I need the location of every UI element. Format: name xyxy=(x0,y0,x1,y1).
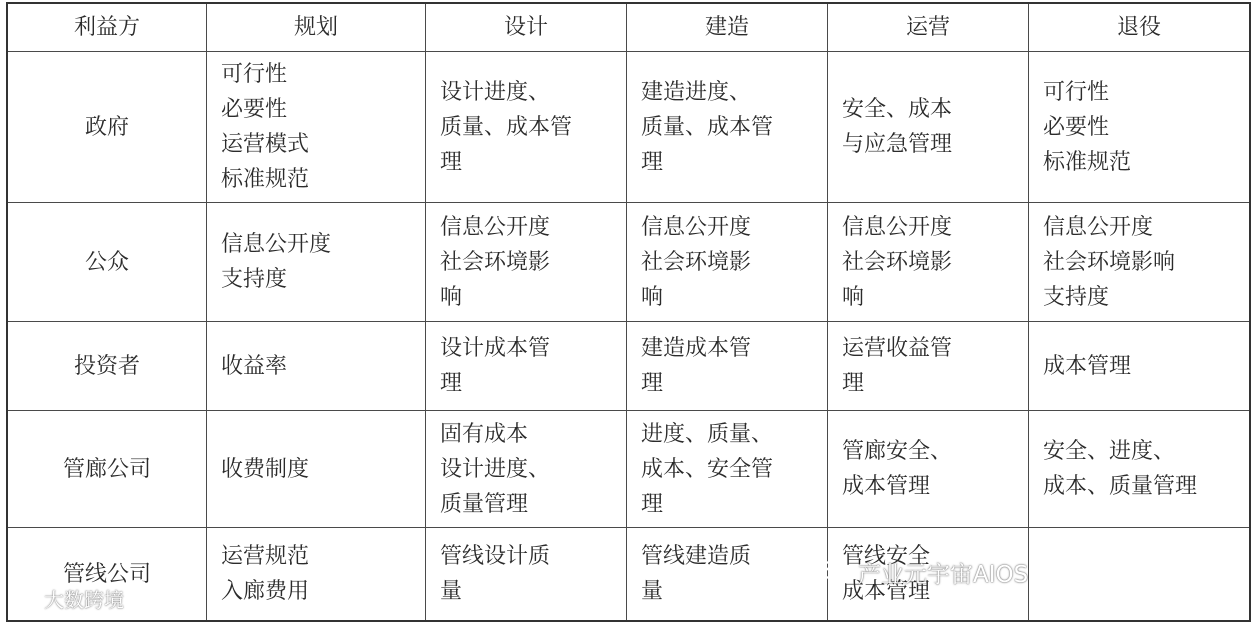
cell-line: 信息公开度 xyxy=(221,232,332,257)
cell-operation xyxy=(828,203,1029,322)
cell-line: 建造成本管 xyxy=(641,336,752,361)
cell-line: 社会环境影 xyxy=(641,249,752,275)
cell-stakeholder: 管线公司 xyxy=(7,528,207,622)
cell-line: 理 xyxy=(440,149,463,175)
table-body xyxy=(7,52,1250,622)
cell-line: 质量、成本管 xyxy=(641,114,774,140)
cell-line: 成本、安全管 xyxy=(641,456,774,482)
watermark-right-text: 产业元宇宙AIOS xyxy=(858,562,1029,588)
cell-construction xyxy=(627,52,828,203)
cell-line: 理 xyxy=(440,371,463,396)
cell-stakeholder: 投资者 xyxy=(7,322,207,411)
cell-line: 运营模式 xyxy=(221,132,310,157)
chat-bubble-icon xyxy=(8,589,38,609)
cell-construction xyxy=(627,528,828,622)
cell-line: 支持度 xyxy=(1043,284,1110,310)
cell-line: 运营规范 xyxy=(221,544,310,569)
header-retirement: 退役 xyxy=(1029,3,1251,52)
cell-line: 标准规范 xyxy=(221,167,310,192)
cell-line: 量 xyxy=(440,579,463,604)
table-row xyxy=(7,203,1250,322)
cell-stakeholder: 政府 xyxy=(7,52,207,203)
cell-line: 量 xyxy=(641,579,664,604)
stakeholder-table xyxy=(6,2,1251,622)
cell-line: 必要性 xyxy=(1043,114,1110,140)
cell-design xyxy=(426,52,627,203)
cell-line: 成本、质量管理 xyxy=(1043,474,1198,499)
cell-line: 管廊安全、 xyxy=(842,439,953,464)
cell-line: 建造进度、 xyxy=(641,79,752,105)
cell-planning xyxy=(207,528,426,622)
cell-line: 设计进度、 xyxy=(440,79,551,105)
cell-line: 响 xyxy=(641,284,664,310)
cell-line: 质量、成本管 xyxy=(440,114,573,140)
cell-line: 理 xyxy=(641,371,664,396)
cell-line: 固有成本 xyxy=(440,421,529,447)
cell-design xyxy=(426,528,627,622)
cell-design xyxy=(426,411,627,528)
cell-line: 响 xyxy=(842,284,865,310)
watermark-left xyxy=(8,584,124,613)
cell-line: 信息公开度 xyxy=(842,214,953,240)
wechat-icon xyxy=(820,560,850,586)
cell-design xyxy=(426,322,627,411)
stakeholder-table-container xyxy=(6,2,1198,614)
cell-line: 成本管理 xyxy=(842,474,931,499)
cell-construction xyxy=(627,203,828,322)
cell-planning xyxy=(207,203,426,322)
cell-line: 入廊费用 xyxy=(221,579,310,604)
cell-line: 标准规范 xyxy=(1043,149,1132,175)
cell-line: 可行性 xyxy=(221,62,288,87)
cell-planning xyxy=(207,322,426,411)
table-row xyxy=(7,411,1250,528)
header-construction: 建造 xyxy=(627,3,828,52)
header-operation: 运营 xyxy=(828,3,1029,52)
cell-stakeholder: 管廊公司 xyxy=(7,411,207,528)
cell-line: 理 xyxy=(641,149,664,175)
cell-retirement xyxy=(1029,322,1251,411)
cell-line: 成本管理 xyxy=(842,579,931,604)
watermark-right xyxy=(820,556,1028,589)
table-row xyxy=(7,322,1250,411)
cell-line: 成本管理 xyxy=(1043,353,1132,379)
cell-line: 管线安全 xyxy=(842,544,931,569)
cell-operation xyxy=(828,322,1029,411)
table-header-row xyxy=(7,3,1250,52)
cell-line: 收费制度 xyxy=(221,456,310,482)
cell-retirement xyxy=(1029,203,1251,322)
cell-line: 管线设计质 xyxy=(440,544,551,569)
watermark-left-text: 大数跨境 xyxy=(44,588,124,612)
header-stakeholder: 利益方 xyxy=(7,3,207,52)
cell-line: 社会环境影响 xyxy=(1043,249,1176,275)
cell-line: 运营收益管 xyxy=(842,336,953,361)
cell-line: 社会环境影 xyxy=(440,249,551,275)
cell-line: 信息公开度 xyxy=(1043,214,1154,240)
cell-line: 支持度 xyxy=(221,267,288,292)
cell-planning xyxy=(207,411,426,528)
cell-operation xyxy=(828,52,1029,203)
cell-operation xyxy=(828,411,1029,528)
cell-line: 信息公开度 xyxy=(440,214,551,240)
header-design: 设计 xyxy=(426,3,627,52)
cell-line: 社会环境影 xyxy=(842,249,953,275)
cell-retirement xyxy=(1029,411,1251,528)
cell-line: 管线建造质 xyxy=(641,544,752,569)
cell-construction xyxy=(627,322,828,411)
cell-line: 信息公开度 xyxy=(641,214,752,240)
cell-line: 进度、质量、 xyxy=(641,421,774,447)
cell-retirement xyxy=(1029,528,1251,622)
cell-line: 设计成本管 xyxy=(440,336,551,361)
cell-line: 设计进度、 xyxy=(440,456,551,482)
table-row xyxy=(7,52,1250,203)
cell-line: 安全、成本 xyxy=(842,97,953,122)
cell-line: 与应急管理 xyxy=(842,132,953,157)
cell-line: 安全、进度、 xyxy=(1043,439,1176,464)
header-planning: 规划 xyxy=(207,3,426,52)
cell-line: 响 xyxy=(440,284,463,310)
cell-line: 理 xyxy=(641,491,664,517)
cell-line: 必要性 xyxy=(221,97,288,122)
cell-construction xyxy=(627,411,828,528)
cell-design xyxy=(426,203,627,322)
cell-retirement xyxy=(1029,52,1251,203)
cell-stakeholder: 公众 xyxy=(7,203,207,322)
cell-line: 理 xyxy=(842,371,865,396)
cell-line: 可行性 xyxy=(1043,79,1110,105)
cell-line: 质量管理 xyxy=(440,491,529,517)
cell-planning xyxy=(207,52,426,203)
cell-line: 收益率 xyxy=(221,353,288,379)
table-row xyxy=(7,528,1250,622)
